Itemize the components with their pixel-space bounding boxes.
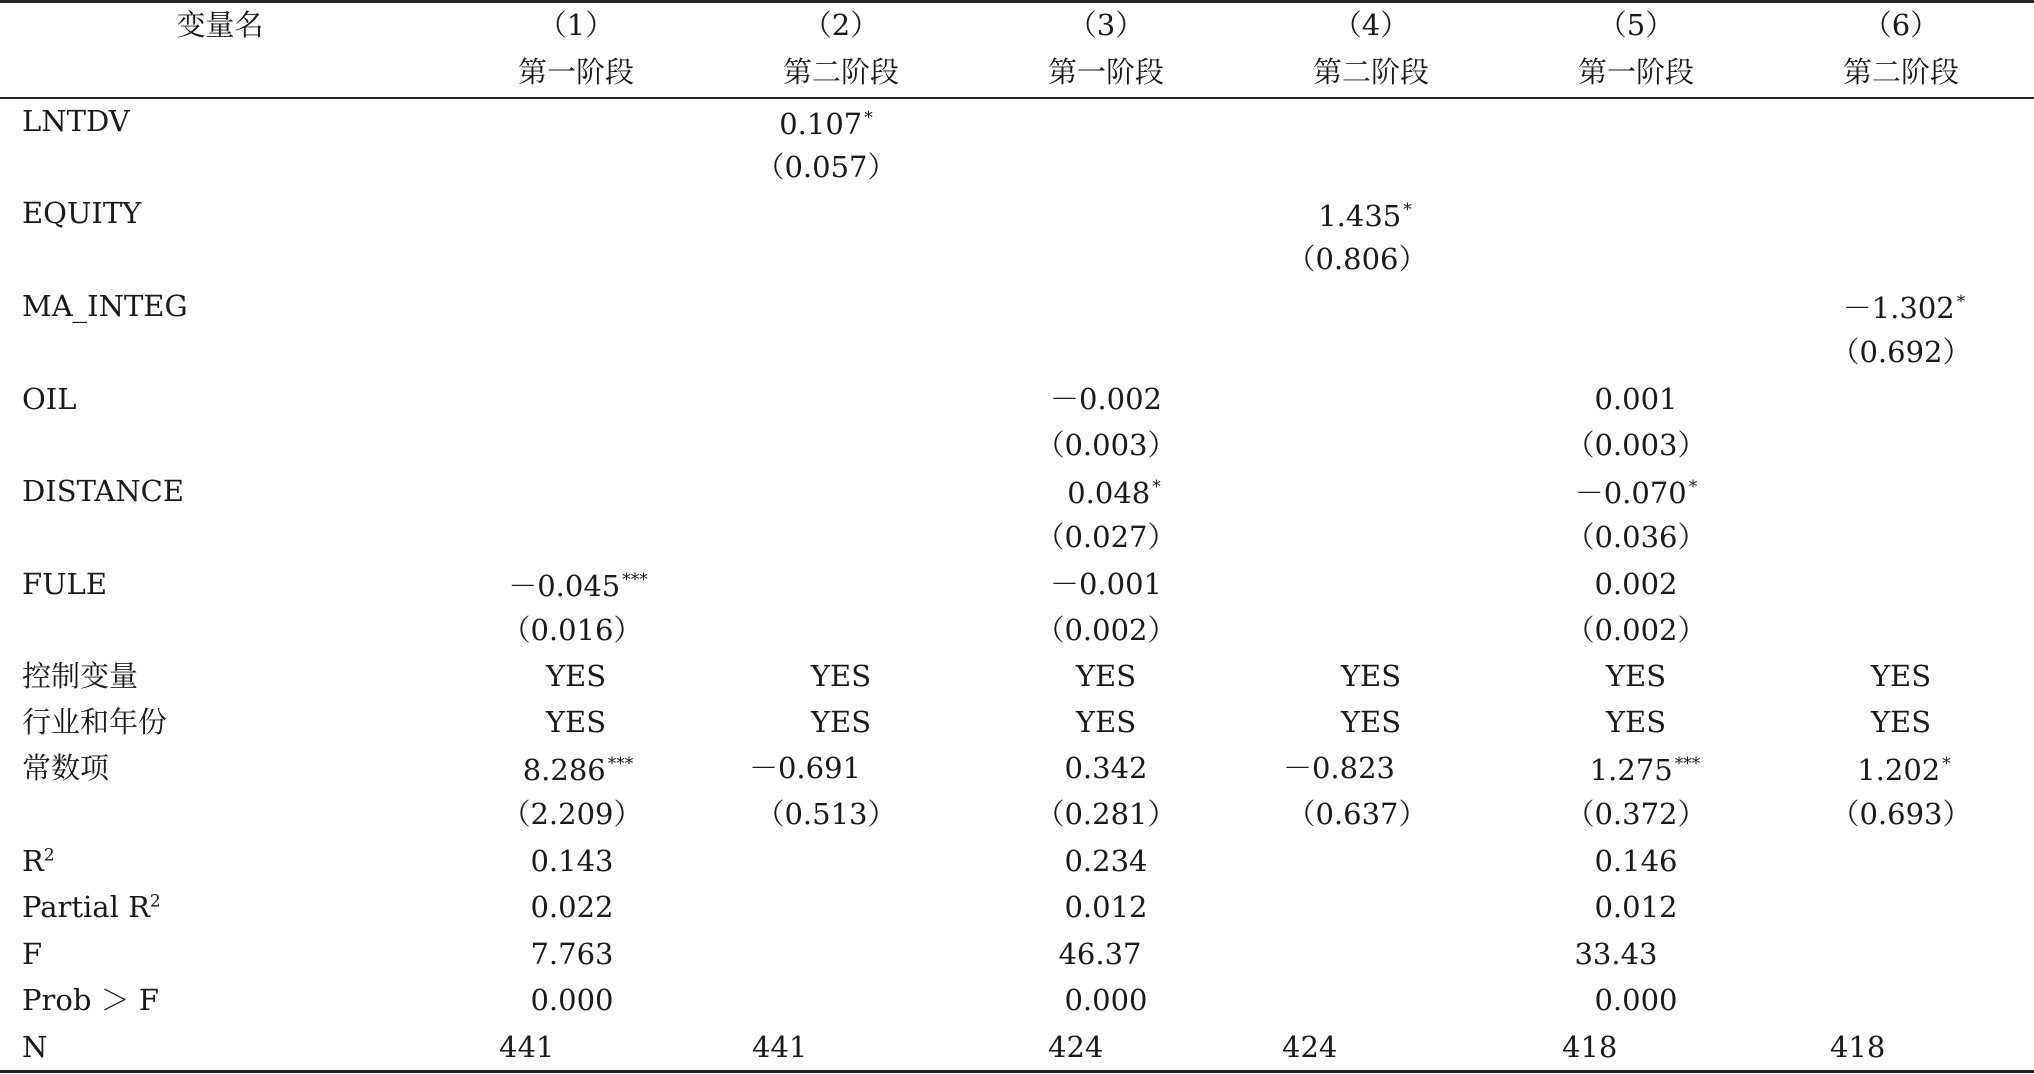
se-fule-col5: （0.002） xyxy=(1565,613,1707,647)
col-num-6: （6） xyxy=(1862,8,1940,42)
row-label-prob-f: Prob ＞ F xyxy=(22,983,159,1017)
r2-col3: 0.234 xyxy=(1064,844,1148,878)
row-label-distance: DISTANCE xyxy=(22,474,185,508)
industry-year-col6: YES xyxy=(1870,705,1932,739)
constant-se-col5: （0.372） xyxy=(1565,797,1707,831)
f-col1: 7.763 xyxy=(530,937,614,971)
coef-fule-col5: 0.002 xyxy=(1594,567,1678,601)
industry-year-col1: YES xyxy=(545,705,607,739)
n-col5: 418 xyxy=(1562,1030,1618,1064)
n-col2: 441 xyxy=(752,1030,808,1064)
constant-se-col3: （0.281） xyxy=(1035,797,1177,831)
row-label-lntdv: LNTDV xyxy=(22,104,130,138)
col-num-2: （2） xyxy=(802,8,880,42)
row-label-ma-integ: MA_INTEG xyxy=(22,289,188,323)
n-col6: 418 xyxy=(1830,1030,1886,1064)
r2-col1: 0.143 xyxy=(530,844,614,878)
prob-f-col5: 0.000 xyxy=(1594,983,1678,1017)
col-num-4: （4） xyxy=(1332,8,1410,42)
coef-distance-col3: 0.048 * xyxy=(1067,476,1161,510)
col-num-1: （1） xyxy=(537,8,615,42)
controls-col4: YES xyxy=(1340,659,1402,693)
se-oil-col3: （0.003） xyxy=(1035,428,1177,462)
coef-equity-col4: 1.435 * xyxy=(1318,199,1412,233)
prob-f-col3: 0.000 xyxy=(1064,983,1148,1017)
variable-name-header: 变量名 xyxy=(176,8,264,42)
row-label-oil: OIL xyxy=(22,382,77,416)
stage-3: 第一阶段 xyxy=(1047,55,1164,89)
se-lntdv-col2: （0.057） xyxy=(755,150,897,184)
row-label-equity: EQUITY xyxy=(22,196,142,230)
constant-col5: 1.275 *** xyxy=(1589,753,1701,787)
constant-se-col1: （2.209） xyxy=(501,797,643,831)
constant-se-col4: （0.637） xyxy=(1286,797,1428,831)
controls-col6: YES xyxy=(1870,659,1932,693)
col-num-5: （5） xyxy=(1597,8,1675,42)
industry-year-col3: YES xyxy=(1075,705,1137,739)
se-distance-col5: （0.036） xyxy=(1565,520,1707,554)
constant-col2: －0.691 xyxy=(748,751,862,785)
col-num-3: （3） xyxy=(1067,8,1145,42)
coef-fule-col1: －0.045 *** xyxy=(508,569,648,603)
prob-f-col1: 0.000 xyxy=(530,983,614,1017)
row-label-r2: $R^2$ xyxy=(22,844,55,878)
se-equity-col4: （0.806） xyxy=(1286,242,1428,276)
industry-year-col2: YES xyxy=(810,705,872,739)
constant-col3: 0.342 xyxy=(1064,751,1148,785)
stage-4: 第二阶段 xyxy=(1312,55,1429,89)
se-oil-col5: （0.003） xyxy=(1565,428,1707,462)
constant-col4: －0.823 xyxy=(1282,751,1396,785)
coef-oil-col5: 0.001 xyxy=(1594,382,1678,416)
r2-col5: 0.146 xyxy=(1594,844,1678,878)
stage-2: 第二阶段 xyxy=(782,55,899,89)
row-label-controls: 控制变量 xyxy=(22,659,139,693)
f-col5: 33.43 xyxy=(1574,937,1658,971)
se-fule-col1: （0.016） xyxy=(501,613,643,647)
se-fule-col3: （0.002） xyxy=(1035,613,1177,647)
constant-se-col6: （0.693） xyxy=(1830,797,1972,831)
controls-col3: YES xyxy=(1075,659,1137,693)
controls-col5: YES xyxy=(1605,659,1667,693)
coef-oil-col3: －0.002 xyxy=(1049,382,1163,416)
industry-year-col5: YES xyxy=(1605,705,1667,739)
row-label-f: F xyxy=(22,937,43,971)
partial-r2-col1: 0.022 xyxy=(530,890,614,924)
stage-1: 第一阶段 xyxy=(517,55,634,89)
header-rule xyxy=(0,97,2034,99)
row-label-n: N xyxy=(22,1030,48,1064)
stage-6: 第二阶段 xyxy=(1842,55,1959,89)
coef-ma-integ-col6: －1.302 * xyxy=(1842,291,1966,325)
se-distance-col3: （0.027） xyxy=(1035,520,1177,554)
row-label-industry-year: 行业和年份 xyxy=(22,705,168,739)
row-label-constant: 常数项 xyxy=(22,751,110,785)
row-label-fule: FULE xyxy=(22,567,107,601)
n-col1: 441 xyxy=(499,1030,555,1064)
se-ma-integ-col6: （0.692） xyxy=(1830,335,1972,369)
coef-distance-col5: －0.070 * xyxy=(1574,476,1698,510)
row-label-partial-r2: Partial $R^2$ xyxy=(22,890,161,924)
coef-lntdv-col2: 0.107 * xyxy=(779,107,873,141)
stage-5: 第一阶段 xyxy=(1577,55,1694,89)
n-col4: 424 xyxy=(1282,1030,1338,1064)
constant-se-col2: （0.513） xyxy=(755,797,897,831)
table-bottom-rule xyxy=(0,1070,2034,1073)
partial-r2-col5: 0.012 xyxy=(1594,890,1678,924)
constant-col1: 8.286 *** xyxy=(522,753,634,787)
coef-fule-col3: －0.001 xyxy=(1049,567,1163,601)
controls-col1: YES xyxy=(545,659,607,693)
f-col3: 46.37 xyxy=(1058,937,1142,971)
partial-r2-col3: 0.012 xyxy=(1064,890,1148,924)
constant-col6: 1.202 * xyxy=(1857,753,1951,787)
industry-year-col4: YES xyxy=(1340,705,1402,739)
controls-col2: YES xyxy=(810,659,872,693)
n-col3: 424 xyxy=(1048,1030,1104,1064)
